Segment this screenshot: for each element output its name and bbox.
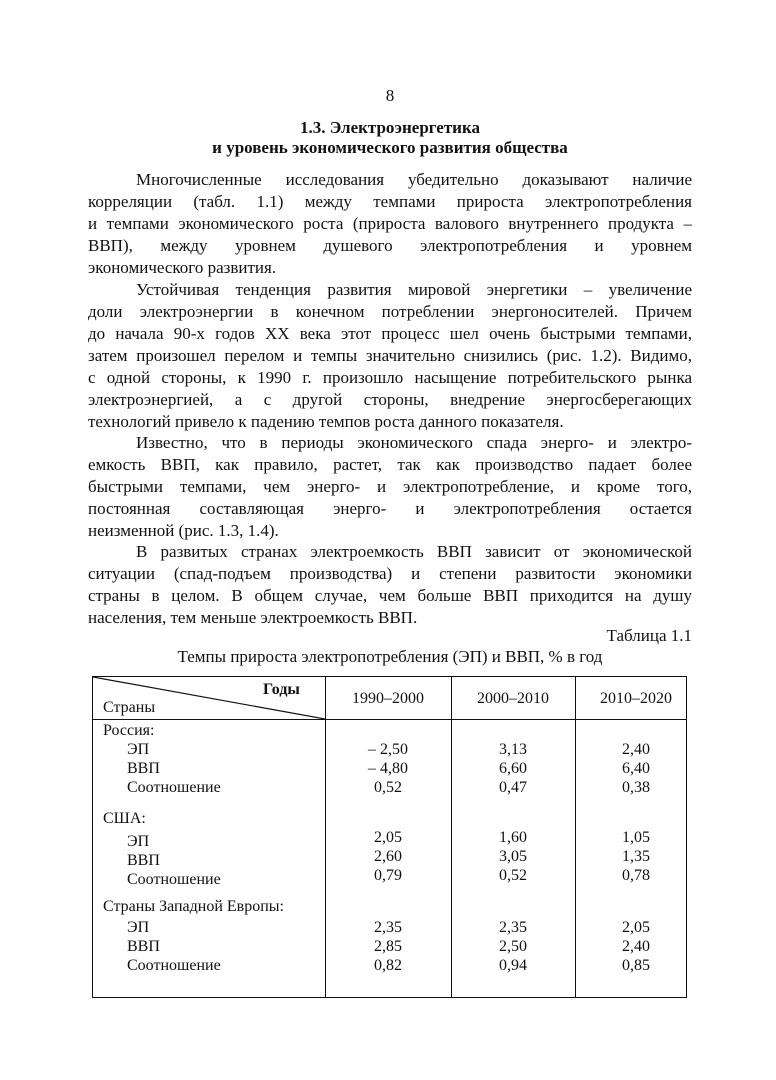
paragraph-line: быстрыми темпами, чем энерго- и электропотребление, и кроме того, [88,477,692,496]
table-label: Таблица 1.1 [606,626,692,645]
table-value: 6,40 [622,760,650,777]
table-value: 1,05 [622,829,650,846]
column-header: 2000–2010 [477,690,549,707]
table-value: 2,50 [499,938,527,955]
paragraph-line: экономического развития. [88,258,277,277]
table-value: – 2,50 [368,741,408,758]
paragraph-line: ВВП), между уровнем душевого электропотребления и уровнем [88,236,692,255]
table-value: 3,05 [499,848,527,865]
table-value: 2,40 [622,741,650,758]
paragraph-line: затем произошел перелом и темпы значительно снизились (рис. 1.2). Видимо, [88,346,692,365]
row-label: Соотношение [127,957,221,974]
paragraph-line: Устойчивая тенденция развития мировой энергетики – увеличение [136,280,692,299]
paragraph-line: населения, тем меньше электроемкость ВВП. [88,608,418,627]
row-label: ЭП [127,741,150,758]
row-label: Соотношение [127,779,221,796]
table-value: 2,05 [374,829,402,846]
table-value: 2,35 [499,919,527,936]
section-heading-line-2: и уровень экономического развития общества [212,138,568,157]
row-label: ЭП [127,919,150,936]
column-header: 1990–2000 [352,690,424,707]
row-label: ЭП [127,833,150,850]
paragraph-line: неизменной (рис. 1.3, 1.4). [88,521,279,540]
table-caption: Темпы прироста электропотребления (ЭП) и ВВП, % в год [177,647,603,666]
table-value: 0,79 [374,867,402,884]
table-value: 0,94 [499,957,527,974]
column-header: 2010–2020 [600,690,672,707]
row-label: ВВП [127,852,160,869]
column-divider [325,677,326,997]
paragraph-line: технологий привело к падению темпов роста данного показателя. [88,412,564,431]
table-value: 2,35 [374,919,402,936]
paragraph-line: ситуации (спад-подъем производства) и степени развитости экономики [88,564,692,583]
corner-years-label: Годы [263,681,300,698]
table-value: 0,52 [374,779,402,796]
paragraph-line: электроэнергией, а с другой стороны, внедрение энергосберегающих [88,390,692,409]
paragraph-line: доли электроэнергии в конечном потреблении энергоносителей. Причем [88,302,692,321]
paragraph-line: с одной стороны, к 1990 г. произошло насыщение потребительского рынка [88,368,692,387]
paragraph-line: постоянная составляющая энерго- и электропотребления остается [88,499,692,518]
row-label: Соотношение [127,871,221,888]
table-value: 0,38 [622,779,650,796]
paragraph-line: емкость ВВП, как правило, растет, так как производство падает более [88,455,692,474]
paragraph-line: Известно, что в периоды экономического спада энерго- и электро- [136,433,692,452]
table-value: 0,85 [622,957,650,974]
paragraph-line: до начала 90-х годов XX века этот процесс шел очень быстрыми темпами, [88,324,692,343]
row-label: ВВП [127,760,160,777]
table-value: 0,78 [622,867,650,884]
header-divider [93,719,686,720]
table-value: 2,40 [622,938,650,955]
group-name: Страны Западной Европы: [103,898,284,915]
table-value: 2,60 [374,848,402,865]
column-divider [451,677,452,997]
group-name: США: [103,810,146,827]
paragraph-line: Многочисленные исследования убедительно доказывают наличие [136,170,692,189]
table-value: – 4,80 [368,760,408,777]
table-value: 6,60 [499,760,527,777]
table-value: 2,85 [374,938,402,955]
table-value: 1,35 [622,848,650,865]
paragraph-line: В развитых странах электроемкость ВВП зависит от экономической [136,542,692,561]
paragraph-line: страны в целом. В общем случае, чем больше ВВП приходится на душу [88,586,692,605]
data-table [92,676,687,998]
table-value: 3,13 [499,741,527,758]
table-value: 2,05 [622,919,650,936]
group-name: Россия: [103,722,155,739]
corner-countries-label: Страны [103,699,156,716]
table-value: 1,60 [499,829,527,846]
table-value: 0,52 [499,867,527,884]
section-heading-line-1: 1.3. Электроэнергетика [299,118,481,137]
page-number: 8 [385,86,395,105]
table-value: 0,47 [499,779,527,796]
table-value: 0,82 [374,957,402,974]
row-label: ВВП [127,938,160,955]
paragraph-line: корреляции (табл. 1.1) между темпами прироста электропотребления [88,192,692,211]
paragraph-line: и темпами экономического роста (прироста валового внутреннего продукта – [88,214,692,233]
